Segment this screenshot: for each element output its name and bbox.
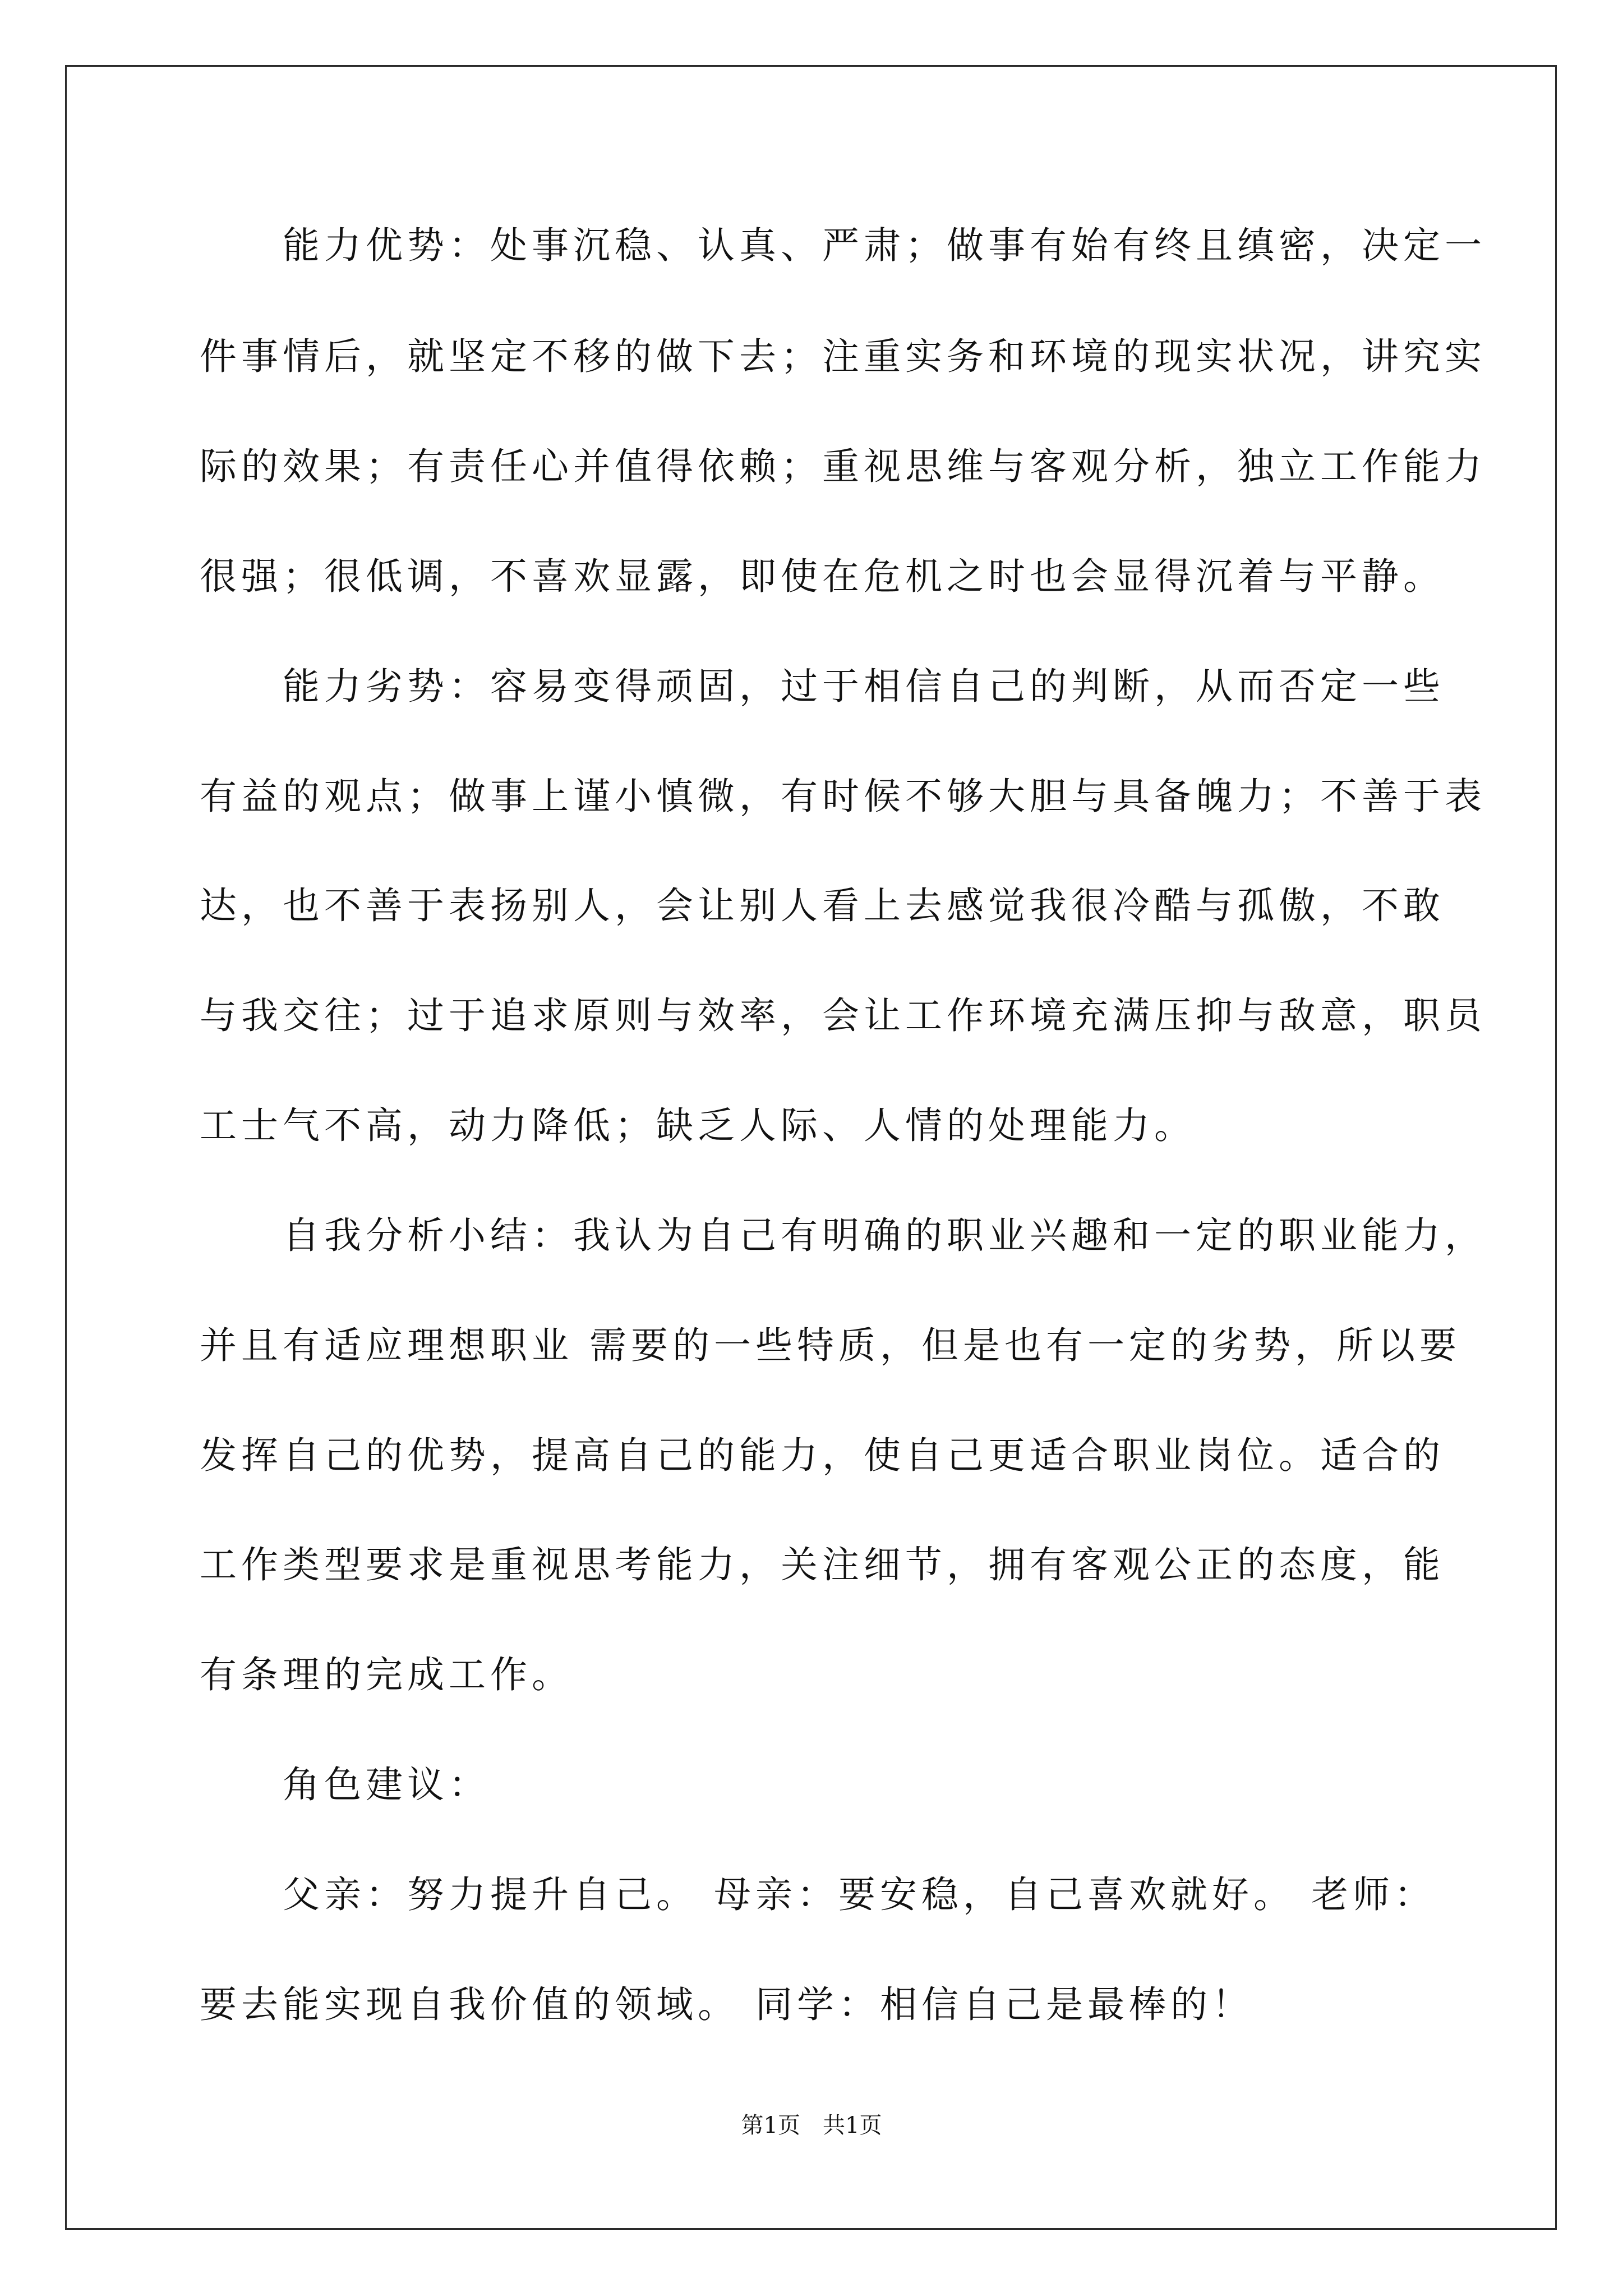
paragraph-line: 并且有适应理想职业 需要的一些特质，但是也有一定的劣势，所以要 (200, 1324, 1461, 1367)
paragraph-line: 发挥自己的优势，提高自己的能力，使自己更适合职业岗位。适合的 (200, 1434, 1445, 1477)
paragraph-line: 工作类型要求是重视思考能力，关注细节，拥有客观公正的态度，能 (200, 1543, 1445, 1586)
paragraph-line: 件事情后，就坚定不移的做下去；注重实务和环境的现实状况，讲究实 (200, 335, 1486, 378)
paragraph-line: 自我分析小结：我认为自己有明确的职业兴趣和一定的职业能力， (283, 1214, 1486, 1257)
paragraph-line: 有益的观点；做事上谨小慎微，有时候不够大胆与具备魄力；不善于表 (200, 775, 1486, 818)
paragraph-line: 工士气不高，动力降低；缺乏人际、人情的处理能力。 (200, 1104, 1196, 1147)
paragraph-line: 很强；很低调，不喜欢显露，即使在危机之时也会显得沉着与平静。 (200, 555, 1445, 598)
paragraph-line: 有条理的完成工作。 (200, 1653, 573, 1696)
paragraph-line: 与我交往；过于追求原则与效率，会让工作环境充满压抑与敌意，职员 (200, 994, 1486, 1037)
paragraph-line: 要去能实现自我价值的领域。 同学：相信自己是最棒的！ (200, 1983, 1253, 2026)
paragraph-line: 能力优势：处事沉稳、认真、严肃；做事有始有终且缜密，决定一 (283, 224, 1486, 267)
paragraph-line: 际的效果；有责任心并值得依赖；重视思维与客观分析，独立工作能力 (200, 445, 1486, 488)
paragraph-line: 能力劣势：容易变得顽固，过于相信自己的判断，从而否定一些 (283, 665, 1445, 708)
paragraph-line: 达，也不善于表扬别人，会让别人看上去感觉我很冷酷与孤傲，不敢 (200, 884, 1445, 927)
page-number-footer: 第1页 共1页 (741, 2113, 882, 2138)
paragraph-line: 角色建议： (283, 1763, 490, 1806)
paragraph-line: 父亲：努力提升自己。 母亲：要安稳，自己喜欢就好。 老师： (283, 1873, 1436, 1916)
